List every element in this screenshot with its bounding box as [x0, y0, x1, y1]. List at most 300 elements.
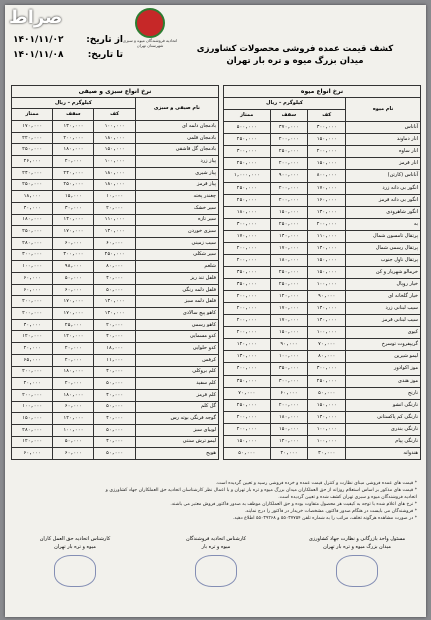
price-cell: ۲۰,۰۰۰ — [53, 156, 94, 168]
price-cell: ۱۸۰,۰۰۰ — [224, 206, 271, 218]
table-row — [12, 308, 219, 320]
note-line: * قیمت های عمده فروشی مبنای نظارت و کنترل قیمت عمده و خرده فروشی رسید و تعیین گردیده است. — [215, 481, 417, 486]
price-cell: ۱۴۰,۰۰۰ — [53, 214, 94, 226]
price-cell: ۳۵۰,۰۰۰ — [224, 375, 271, 387]
table-row — [224, 387, 421, 399]
price-cell: ۹۰۰,۰۰۰ — [270, 170, 308, 182]
price-cell: ۲۰,۰۰۰ — [53, 343, 94, 355]
table-row — [12, 366, 219, 378]
price-cell: ۲۰۰,۰۰۰ — [12, 308, 53, 320]
price-cell: ۴۰۰,۰۰۰ — [224, 363, 271, 375]
price-cell: ۲۰,۰۰۰ — [12, 343, 53, 355]
note-line: * نرخ های اعلام شده با توجه به کیفیت هر محصول متفاوت بوده و حق العملکاران موظف به صدور فاکتور فروش معتبر می باشند. — [170, 502, 417, 507]
veg-col-max: سقف — [53, 109, 94, 121]
product-name: بادمجان قلمی — [135, 132, 218, 144]
product-name: کلم سفید — [135, 378, 218, 390]
date-to: ۱۴۰۱/۱۱/۰۸ — [13, 50, 64, 60]
product-name: کاهو رسمی — [135, 319, 218, 331]
table-row — [12, 144, 219, 156]
table-row — [12, 167, 219, 179]
price-cell: ۲۵۰,۰۰۰ — [224, 182, 271, 194]
price-cell: ۲۵۰,۰۰۰ — [12, 179, 53, 191]
table-row — [224, 230, 421, 242]
fruit-col-name: نام میوه — [346, 98, 421, 122]
price-cell: ۲۰۰,۰۰۰ — [270, 399, 308, 411]
price-cell: ۲۰۰,۰۰۰ — [12, 389, 53, 401]
price-cell: ۸۰۰,۰۰۰ — [308, 170, 346, 182]
product-name: پیاز زرد — [135, 156, 218, 168]
note-line: * در صورت مشاهده هرگونه تخلف، مراتب را به شماره تلفن ۵۵۰۳۷۷۵۴ و ۵۵۰۳۹۲۶۸ اطلاع دهید. — [232, 516, 417, 521]
table-row — [12, 448, 219, 460]
product-name: سیر خشک — [135, 202, 218, 214]
signature-block — [156, 535, 276, 587]
table-row — [224, 158, 421, 170]
price-cell: ۱۷۰,۰۰۰ — [224, 230, 271, 242]
price-cell: ۳۰۰,۰۰۰ — [12, 249, 53, 261]
note-line: * فروشندگان می بایست در هنگام صدور فاکتور، مشخصات خریدار در فاکتور را درج نمایند. — [244, 509, 417, 514]
price-cell: ۱۱,۰۰۰ — [94, 354, 135, 366]
product-name: خیار رویال — [346, 279, 421, 291]
watermark: صراط — [9, 7, 63, 28]
product-name: انگور بی دانه قرمز — [346, 194, 421, 206]
signature-block — [297, 535, 417, 587]
table-row — [224, 435, 421, 447]
price-cell: ۱۷۰,۰۰۰ — [53, 296, 94, 308]
price-cell: ۱۳۰,۰۰۰ — [224, 351, 271, 363]
signature-stamp-icon — [195, 555, 237, 587]
table-row — [12, 156, 219, 168]
price-cell: ۵۰۰,۰۰۰ — [224, 122, 271, 134]
price-cell: ۴۰,۰۰۰ — [94, 366, 135, 378]
price-cell: ۴۰,۰۰۰ — [270, 447, 308, 459]
title-line2: میدان بزرگ میوه و تره بار تهران — [226, 56, 364, 66]
price-cell: ۲۵۰,۰۰۰ — [224, 158, 271, 170]
product-name: سیر شکلی — [135, 249, 218, 261]
price-cell: ۱۰۰,۰۰۰ — [308, 435, 346, 447]
price-cell: ۱۱۰,۰۰۰ — [308, 230, 346, 242]
table-row — [224, 375, 421, 387]
price-cell: ۱۵۰,۰۰۰ — [308, 399, 346, 411]
table-row — [224, 254, 421, 266]
price-cell: ۴۰,۰۰۰ — [12, 202, 53, 214]
veg-col-name: نام صیفی و سبزی — [135, 97, 218, 120]
price-sheet — [5, 5, 426, 617]
price-cell: ۵۰,۰۰۰ — [53, 436, 94, 448]
table-row — [224, 279, 421, 291]
title-line1: کشف قیمت عمده فروشی محصولات کشاورزی — [196, 44, 394, 54]
price-cell: ۲۵۰,۰۰۰ — [224, 399, 271, 411]
price-cell: ۹۰,۰۰۰ — [308, 291, 346, 303]
price-cell: ۱۷۰,۰۰۰ — [308, 182, 346, 194]
price-cell: ۸۰,۰۰۰ — [94, 261, 135, 273]
document-title — [170, 43, 420, 67]
price-cell: ۱۵۰,۰۰۰ — [308, 266, 346, 278]
price-cell: ۱۳۰,۰۰۰ — [308, 206, 346, 218]
price-cell: ۲۰,۰۰۰ — [53, 378, 94, 390]
price-cell: ۲۰۰,۰۰۰ — [224, 303, 271, 315]
product-name: پرتقال تامسون شمال — [346, 230, 421, 242]
table-row — [12, 179, 219, 191]
fruit-section-title: نرخ انواع میوه — [224, 86, 421, 98]
price-cell: ۱۰۰,۰۰۰ — [53, 424, 94, 436]
price-cell: ۲۰۰,۰۰۰ — [53, 132, 94, 144]
signature-stamp-icon — [336, 555, 378, 587]
price-cell: ۱۵۰,۰۰۰ — [224, 435, 271, 447]
veg-col-premium: ممتاز — [12, 109, 53, 121]
price-cell: ۲۰۰,۰۰۰ — [270, 182, 308, 194]
product-name: انار دماوند — [346, 134, 421, 146]
veg-col-min: کف — [94, 109, 135, 121]
price-cell: ۳۰۰,۰۰۰ — [270, 375, 308, 387]
product-name: نارنج — [346, 387, 421, 399]
price-cell: ۲۰۰,۰۰۰ — [270, 194, 308, 206]
table-row — [12, 354, 219, 366]
price-cell: ۲۸۰,۰۰۰ — [12, 424, 53, 436]
date-from: ۱۴۰۱/۱۱/۰۲ — [13, 35, 64, 45]
table-row — [12, 378, 219, 390]
price-cell: ۴۰,۰۰۰ — [94, 389, 135, 401]
price-cell: ۱۲۰,۰۰۰ — [270, 435, 308, 447]
price-cell: ۱۵۰,۰۰۰ — [308, 134, 346, 146]
product-name: کیوی — [346, 327, 421, 339]
price-cell: ۱۷۰,۰۰۰ — [53, 226, 94, 238]
price-cell: ۱۲۰,۰۰۰ — [53, 413, 94, 425]
price-cell: ۴۰,۰۰۰ — [94, 273, 135, 285]
table-row — [224, 339, 421, 351]
price-cell: ۹۸,۰۰۰ — [53, 261, 94, 273]
fruit-col-min: کف — [308, 110, 346, 122]
price-cell: ۳۵۰,۰۰۰ — [270, 363, 308, 375]
price-cell: ۳۰,۰۰۰ — [308, 447, 346, 459]
price-cell: ۲۵۰,۰۰۰ — [12, 144, 53, 156]
table-row — [224, 170, 421, 182]
price-cell: ۱۴۰,۰۰۰ — [270, 230, 308, 242]
product-name: به — [346, 218, 421, 230]
note-line: * قیمت های مذکور بر اساس استعلام روزانه از حق العملکاران میدان بزرگ میوه و تره بار تهران و با اعمال نظر کارشناسان اتحادیه حق العملکاران جهاد کشاورزی و — [105, 488, 417, 493]
table-row — [224, 411, 421, 423]
table-row — [224, 399, 421, 411]
price-cell: ۲۶,۰۰۰ — [12, 156, 53, 168]
table-row — [224, 303, 421, 315]
price-cell: ۱۵۰,۰۰۰ — [270, 423, 308, 435]
price-cell: ۵۰,۰۰۰ — [224, 447, 271, 459]
table-row — [224, 242, 421, 254]
price-cell: ۱۶۰,۰۰۰ — [308, 194, 346, 206]
date-to-label: تا تاریخ: — [87, 50, 123, 60]
price-cell: ۲۰۰,۰۰۰ — [224, 315, 271, 327]
product-name: انار ساوه — [346, 146, 421, 158]
product-name: گریپفروت توسرخ — [346, 339, 421, 351]
product-name: آناناس — [346, 122, 421, 134]
product-name: خیار گلخانه ای — [346, 291, 421, 303]
price-cell: ۱۸۰,۰۰۰ — [94, 179, 135, 191]
product-name: هندوانه — [346, 447, 421, 459]
table-row — [12, 436, 219, 448]
veg-unit: کیلوگرم – ریال — [12, 97, 136, 109]
notes — [15, 480, 417, 522]
tables — [11, 85, 421, 460]
price-cell: ۲۰۰,۰۰۰ — [224, 423, 271, 435]
table-row — [224, 134, 421, 146]
product-name: سیب لبنانی قرمز — [346, 315, 421, 327]
price-cell: ۲۰۰,۰۰۰ — [224, 291, 271, 303]
product-name: سیب زمینی — [135, 237, 218, 249]
price-cell: ۱۸۰,۰۰۰ — [53, 366, 94, 378]
product-name: موز اکوادور — [346, 363, 421, 375]
table-row — [12, 284, 219, 296]
table-row — [12, 401, 219, 413]
product-name: هویج — [135, 448, 218, 460]
price-cell: ۱۷۰,۰۰۰ — [270, 315, 308, 327]
price-cell: ۱۰۰,۰۰۰ — [308, 423, 346, 435]
price-cell: ۶۰,۰۰۰ — [53, 237, 94, 249]
price-cell: ۲۵۰,۰۰۰ — [224, 134, 271, 146]
price-cell: ۶۵,۰۰۰ — [12, 354, 53, 366]
price-cell: ۱۰۰,۰۰۰ — [94, 121, 135, 133]
table-row — [224, 266, 421, 278]
product-name: لیمو ترش سنتی — [135, 436, 218, 448]
price-cell: ۱۸۰,۰۰۰ — [94, 167, 135, 179]
signature-line1: مسئول واحد بازرگانی و نظارت جهاد کشاورزی — [308, 536, 406, 542]
product-name: سیر تازه — [135, 214, 218, 226]
price-cell: ۳۵۰,۰۰۰ — [224, 266, 271, 278]
price-cell: ۷۰,۰۰۰ — [224, 387, 271, 399]
fruit-price-table — [223, 85, 421, 460]
price-cell: ۱۸۰,۰۰۰ — [94, 132, 135, 144]
price-cell: ۳۰۰,۰۰۰ — [224, 146, 271, 158]
price-cell: ۲۵۰,۰۰۰ — [224, 194, 271, 206]
price-cell: ۲۰۰,۰۰۰ — [308, 218, 346, 230]
price-cell: ۲۰۰,۰۰۰ — [12, 366, 53, 378]
price-cell: ۴۰,۰۰۰ — [94, 413, 135, 425]
table-row — [224, 291, 421, 303]
price-cell: ۱۴۰,۰۰۰ — [94, 296, 135, 308]
signature-line2: میدان بزرگ میوه و تره بار تهران — [323, 544, 391, 550]
product-name: فلفل دلمه رنگی — [135, 284, 218, 296]
price-cell: ۳۰۰,۰۰۰ — [308, 122, 346, 134]
date-from-label: از تاریخ: — [86, 35, 123, 45]
table-row — [12, 343, 219, 355]
product-name: پرتقال ناول جنوب — [346, 254, 421, 266]
product-name: کاهو پیچ سالادی — [135, 308, 218, 320]
price-cell: ۱۷۰,۰۰۰ — [270, 303, 308, 315]
product-name: نارنگی پیام — [346, 435, 421, 447]
price-cell: ۱۸۰,۰۰۰ — [12, 214, 53, 226]
product-name: بادمجان دلمه ای — [135, 121, 218, 133]
price-cell: ۲۸۰,۰۰۰ — [12, 237, 53, 249]
price-cell: ۱۱۰,۰۰۰ — [94, 214, 135, 226]
price-cell: ۲۵۰,۰۰۰ — [12, 226, 53, 238]
price-cell: ۱۴۰,۰۰۰ — [308, 411, 346, 423]
price-cell: ۱۳۰,۰۰۰ — [53, 121, 94, 133]
table-row — [224, 194, 421, 206]
product-name: سبزی خوردن — [135, 226, 218, 238]
table-row — [12, 121, 219, 133]
price-cell: ۱,۰۰۰,۰۰۰ — [224, 170, 271, 182]
product-name: نارنگی بندری — [346, 423, 421, 435]
price-cell: ۱۷۰,۰۰۰ — [12, 121, 53, 133]
price-cell: ۱۰۰,۰۰۰ — [94, 156, 135, 168]
vegetable-price-table — [11, 85, 219, 460]
price-cell: ۵۰,۰۰۰ — [94, 284, 135, 296]
price-cell: ۲۰,۰۰۰ — [94, 319, 135, 331]
price-cell: ۶۰,۰۰۰ — [94, 237, 135, 249]
product-name: پیاز شیری — [135, 167, 218, 179]
price-cell: ۱۵۰,۰۰۰ — [270, 327, 308, 339]
table-row — [12, 249, 219, 261]
price-cell: ۲۰۰,۰۰۰ — [270, 158, 308, 170]
price-cell: ۱۵۰,۰۰۰ — [94, 144, 135, 156]
price-cell: ۱۵۰,۰۰۰ — [308, 254, 346, 266]
price-cell: ۱۵۰,۰۰۰ — [308, 158, 346, 170]
price-cell: ۱۷۰,۰۰۰ — [53, 308, 94, 320]
product-name: پرتقال رسمی شمال — [346, 242, 421, 254]
price-cell: ۵۰,۰۰۰ — [94, 401, 135, 413]
price-cell: ۴۰,۰۰۰ — [12, 319, 53, 331]
price-cell: ۳۰۰,۰۰۰ — [224, 218, 271, 230]
price-cell: ۳۷۰,۰۰۰ — [270, 122, 308, 134]
product-name: لوبیای سبز — [135, 424, 218, 436]
table-row — [224, 327, 421, 339]
price-cell: ۱۸۰,۰۰۰ — [270, 411, 308, 423]
product-name: سیب لبنانی زرد — [346, 303, 421, 315]
table-row — [224, 351, 421, 363]
signatures — [15, 535, 417, 587]
date-to-row — [13, 50, 123, 60]
price-cell: ۱۲۰,۰۰۰ — [224, 339, 271, 351]
price-cell: ۵۰,۰۰۰ — [94, 378, 135, 390]
price-cell: ۵۰,۰۰۰ — [94, 424, 135, 436]
product-name: فلفل تند ریز — [135, 273, 218, 285]
table-row — [224, 206, 421, 218]
note-line: اتحادیه فروشندگان میوه و سبزی تهران کشف شده و تعیین گردیده است. — [278, 495, 417, 500]
price-cell: ۲۰۰,۰۰۰ — [224, 327, 271, 339]
price-cell: ۱۵۰,۰۰۰ — [270, 206, 308, 218]
price-cell: ۲۰۰,۰۰۰ — [224, 254, 271, 266]
price-cell: ۱۲۰,۰۰۰ — [270, 291, 308, 303]
price-cell: ۲۵۰,۰۰۰ — [270, 218, 308, 230]
product-name: کدو مسمایی — [135, 331, 218, 343]
price-cell: ۶۰,۰۰۰ — [12, 448, 53, 460]
table-row — [12, 331, 219, 343]
price-cell: ۵۰,۰۰۰ — [53, 273, 94, 285]
price-cell: ۲۰۰,۰۰۰ — [270, 134, 308, 146]
product-name: بادمجان گل قاشقی — [135, 144, 218, 156]
table-row — [12, 296, 219, 308]
price-cell: ۱۸,۰۰۰ — [94, 343, 135, 355]
price-cell: ۲۰۰,۰۰۰ — [12, 296, 53, 308]
table-row — [12, 214, 219, 226]
signature-line1: کارشناس اتحادیه حق العمل کاران — [39, 536, 111, 542]
header — [5, 5, 426, 79]
price-cell: ۳۵۰,۰۰۰ — [224, 279, 271, 291]
signature-line2: میوه و تره بار — [201, 544, 231, 550]
product-name: انگور شاهرودی — [346, 206, 421, 218]
table-row — [224, 146, 421, 158]
price-cell: ۲۵۰,۰۰۰ — [308, 375, 346, 387]
table-row — [224, 122, 421, 134]
table-row — [224, 423, 421, 435]
table-row — [12, 202, 219, 214]
price-cell: ۱۴۰,۰۰۰ — [308, 315, 346, 327]
price-cell: ۶۰,۰۰۰ — [270, 387, 308, 399]
price-cell: ۶۰,۰۰۰ — [53, 284, 94, 296]
price-cell: ۵۰,۰۰۰ — [94, 448, 135, 460]
price-cell: ۲۵۰,۰۰۰ — [94, 249, 135, 261]
price-cell: ۲۲۰,۰۰۰ — [12, 132, 53, 144]
price-cell: ۶۰,۰۰۰ — [53, 401, 94, 413]
fruit-unit: کیلوگرم – ریال — [224, 98, 346, 110]
price-cell: ۲۰,۰۰۰ — [94, 202, 135, 214]
table-row — [224, 182, 421, 194]
price-cell: ۷۰,۰۰۰ — [308, 339, 346, 351]
price-cell: ۱۷۰,۰۰۰ — [270, 242, 308, 254]
table-row — [12, 226, 219, 238]
table-row — [224, 363, 421, 375]
price-cell: ۲۵۰,۰۰۰ — [270, 279, 308, 291]
price-cell: ۶۰,۰۰۰ — [53, 448, 94, 460]
product-name: شلغم — [135, 261, 218, 273]
price-cell: ۲۴۰,۰۰۰ — [53, 167, 94, 179]
product-name: انگور بی دانه زرد — [346, 182, 421, 194]
price-cell: ۲۵,۰۰۰ — [53, 319, 94, 331]
price-cell: ۱۸۰,۰۰۰ — [270, 254, 308, 266]
price-cell: ۶۰,۰۰۰ — [12, 273, 53, 285]
price-cell: ۱۴۰,۰۰۰ — [94, 308, 135, 320]
price-cell: ۳۰۰,۰۰۰ — [308, 363, 346, 375]
signature-block — [15, 535, 135, 587]
price-cell: ۲۰۰,۰۰۰ — [308, 146, 346, 158]
price-cell: ۱۰,۰۰۰ — [94, 191, 135, 203]
table-row — [12, 237, 219, 249]
price-cell: ۲۰,۰۰۰ — [12, 378, 53, 390]
price-cell: ۱۲۰,۰۰۰ — [53, 331, 94, 343]
price-cell: ۹۰,۰۰۰ — [270, 339, 308, 351]
product-name: کدو حلوایی — [135, 343, 218, 355]
price-cell: ۸۰,۰۰۰ — [308, 351, 346, 363]
signature-stamp-icon — [54, 555, 96, 587]
product-name: گل کلم — [135, 401, 218, 413]
logo-caption-line2: شهرستان تهران — [136, 43, 164, 48]
price-cell: ۱۸,۰۰۰ — [12, 191, 53, 203]
price-cell: ۱۵۰,۰۰۰ — [12, 413, 53, 425]
table-row — [12, 389, 219, 401]
table-row — [224, 218, 421, 230]
fruit-col-max: سقف — [270, 110, 308, 122]
logo-caption-line1: اتحادیه فروشندگان میوه و سبزی — [122, 38, 178, 43]
price-cell: ۱۲۰,۰۰۰ — [12, 331, 53, 343]
price-cell: ۱۰۰,۰۰۰ — [270, 351, 308, 363]
table-row — [224, 447, 421, 459]
price-cell: ۴۰,۰۰۰ — [94, 331, 135, 343]
price-cell: ۱۴۰,۰۰۰ — [94, 226, 135, 238]
price-cell: ۱۲۰,۰۰۰ — [12, 436, 53, 448]
price-cell: ۱۴۰,۰۰۰ — [308, 303, 346, 315]
price-cell: ۱۰۰,۰۰۰ — [308, 279, 346, 291]
price-cell: ۱۰۰,۰۰۰ — [12, 401, 53, 413]
price-cell: ۲۰,۰۰۰ — [53, 354, 94, 366]
veg-section-title: نرخ انواع سبزی و صیفی — [12, 86, 219, 98]
price-cell: ۳۰,۰۰۰ — [53, 202, 94, 214]
table-row — [12, 132, 219, 144]
price-cell: ۳۰۰,۰۰۰ — [53, 249, 94, 261]
fruit-col-premium: ممتاز — [224, 110, 271, 122]
product-name: خرمالو شهریار و کن — [346, 266, 421, 278]
price-cell: ۱۰۰,۰۰۰ — [308, 327, 346, 339]
price-cell: ۲۴۰,۰۰۰ — [12, 167, 53, 179]
price-cell: ۲۵۰,۰۰۰ — [53, 179, 94, 191]
price-cell: ۲۵۰,۰۰۰ — [270, 266, 308, 278]
